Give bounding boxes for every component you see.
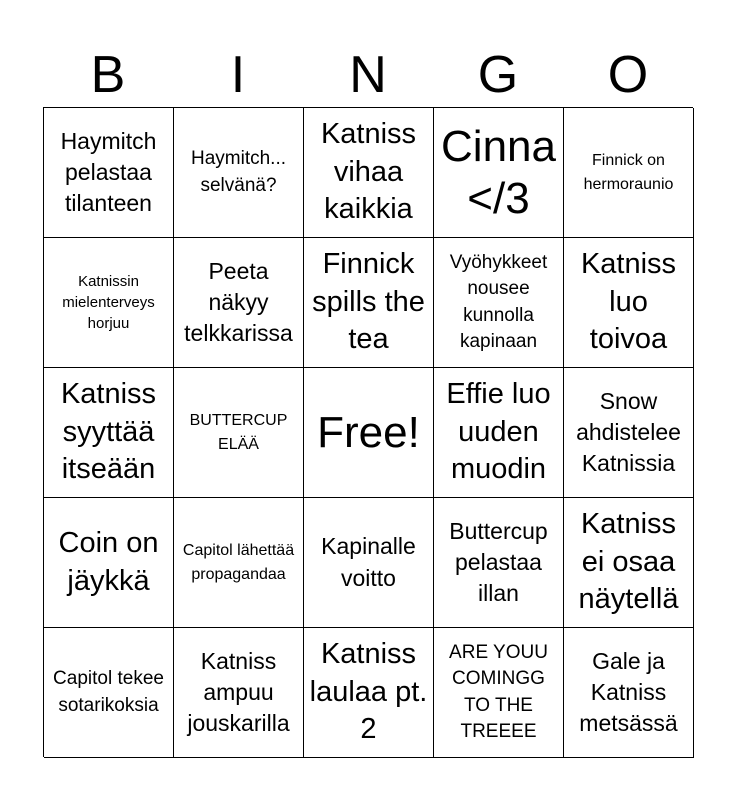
header-letter-i: I	[230, 46, 246, 104]
bingo-cell-text: Katniss syyttää itseään	[60, 377, 157, 486]
bingo-header	[43, 42, 693, 108]
bingo-cell-text: Katniss ampuu jouskarilla	[187, 647, 290, 737]
bingo-cell-text: BUTTERCUP ELÄÄ	[189, 412, 288, 453]
header-letter-b: B	[90, 46, 126, 104]
header-letter-n: N	[349, 46, 387, 104]
bingo-cell[interactable]	[434, 498, 564, 628]
bingo-cell-text: Finnick on hermoraunio	[583, 152, 674, 193]
bingo-cell-text: Katniss vihaa kaikkia	[320, 117, 417, 226]
bingo-cell-text: Katnissin mielenterveys horjuu	[62, 273, 155, 332]
bingo-cell[interactable]	[44, 368, 174, 498]
bingo-cell-text: Coin on jäykkä	[58, 526, 159, 597]
bingo-cell[interactable]	[304, 368, 434, 498]
bingo-cell-text: Kapinalle voitto	[321, 533, 416, 591]
bingo-cell-text: Katniss laulaa pt. 2	[309, 637, 428, 746]
bingo-cell[interactable]	[434, 368, 564, 498]
header-letter-g: G	[477, 46, 519, 104]
bingo-cell-text: Peeta näkyy telkkarissa	[184, 257, 293, 347]
bingo-cell[interactable]	[434, 628, 564, 758]
bingo-cell-text: Haymitch pelastaa tilanteen	[60, 127, 157, 217]
bingo-cell[interactable]	[174, 368, 304, 498]
bingo-cell[interactable]	[174, 628, 304, 758]
bingo-cell[interactable]	[44, 108, 174, 238]
bingo-cell[interactable]	[174, 108, 304, 238]
bingo-cell-text: Snow ahdistelee Katnissia	[576, 387, 681, 477]
bingo-cell[interactable]	[304, 108, 434, 238]
bingo-cell[interactable]	[564, 368, 694, 498]
bingo-cell-text: Gale ja Katniss metsässä	[579, 647, 678, 737]
bingo-cell-text: Katniss ei osaa näytellä	[578, 507, 679, 616]
bingo-cell[interactable]	[304, 498, 434, 628]
bingo-cell-text: Capitol tekee sotarikoksia	[53, 668, 164, 716]
bingo-cell[interactable]	[564, 498, 694, 628]
bingo-cell-text: Effie luo uuden muodin	[446, 377, 551, 486]
bingo-cell[interactable]	[44, 238, 174, 368]
bingo-cell-text: Free!	[317, 407, 420, 457]
bingo-cell-text: Buttercup pelastaa illan	[449, 517, 548, 607]
bingo-cell-text: ARE YOUU COMINGG TO THE TREEEE	[449, 642, 548, 742]
bingo-cell[interactable]	[44, 628, 174, 758]
bingo-cell[interactable]	[434, 238, 564, 368]
bingo-cell[interactable]	[564, 238, 694, 368]
bingo-cell-text: Finnick spills the tea	[312, 247, 425, 356]
bingo-cell-text: Katniss luo toivoa	[580, 247, 677, 356]
bingo-cell[interactable]	[174, 238, 304, 368]
bingo-cell[interactable]	[304, 238, 434, 368]
bingo-cell[interactable]	[44, 498, 174, 628]
bingo-cell[interactable]	[564, 628, 694, 758]
bingo-cell[interactable]	[434, 108, 564, 238]
bingo-cell-text: Cinna </3	[441, 122, 556, 223]
bingo-cell-text: Capitol lähettää propagandaa	[182, 542, 295, 583]
bingo-grid	[43, 107, 693, 757]
bingo-cell[interactable]	[174, 498, 304, 628]
bingo-cell[interactable]	[304, 628, 434, 758]
bingo-cell-text: Haymitch... selvänä?	[190, 148, 287, 196]
bingo-cell-text: Vyöhykkeet nousee kunnolla kapinaan	[449, 252, 548, 352]
header-letter-o: O	[607, 46, 649, 104]
bingo-cell[interactable]	[564, 108, 694, 238]
